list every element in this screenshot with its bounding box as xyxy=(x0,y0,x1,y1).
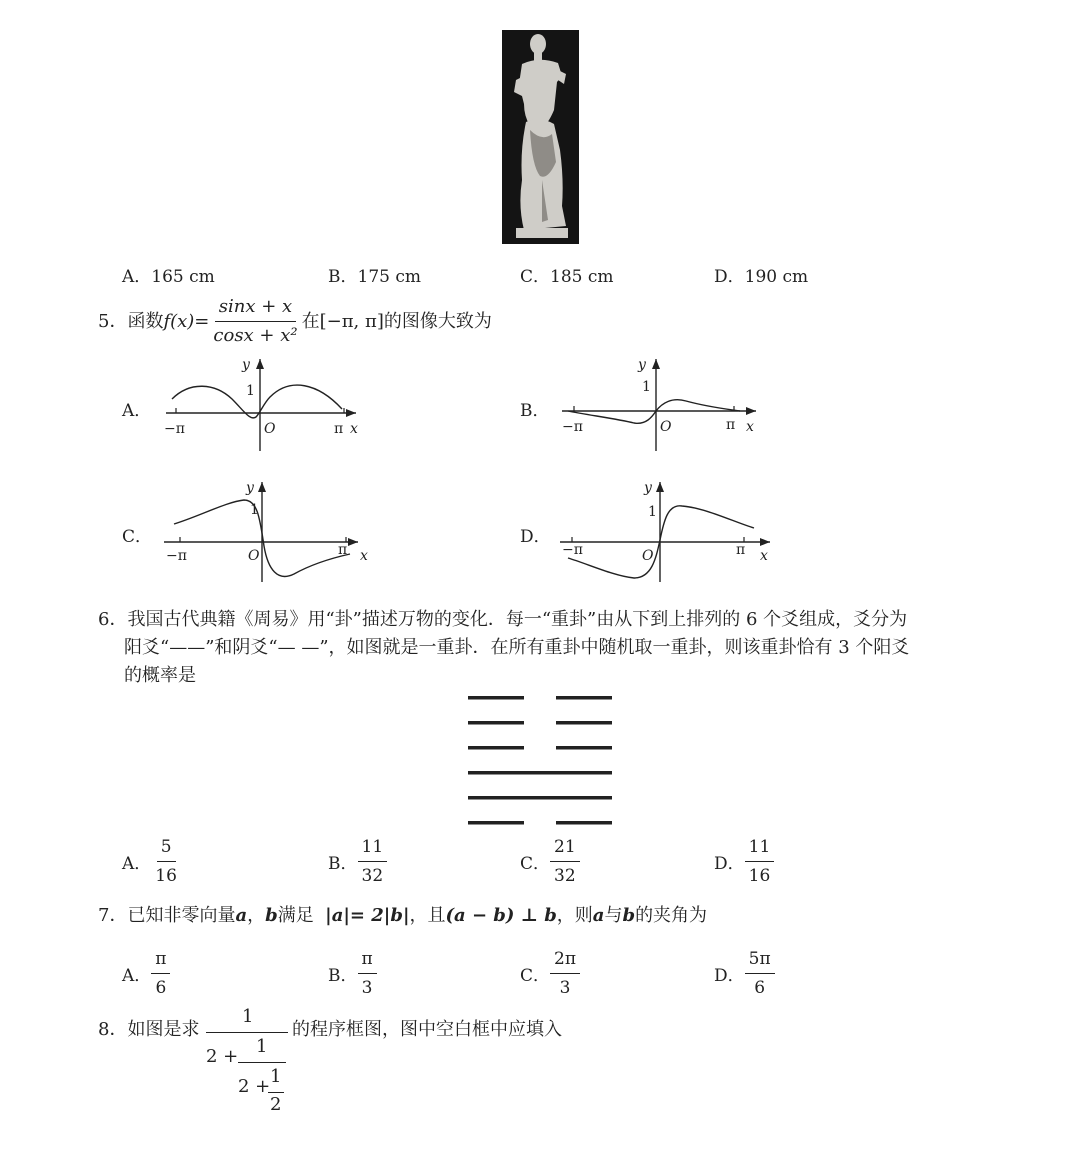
q6-option-b: B． $\frac{11}{32}$ xyxy=(328,836,387,887)
graph-d-origin: O xyxy=(642,548,654,564)
q6-line-2: 阳爻“——”和阴爻“— —”，如图就是一重卦．在所有重卦中随机取一重卦，则该重卦恰有 3 个阳爻 xyxy=(124,637,910,658)
q7-option-d: D． $\frac{5\pi}{6}$ xyxy=(714,948,775,999)
q5-graph-b-letter: B． xyxy=(520,401,550,421)
hexagram-line-6-yin-1 xyxy=(468,821,524,825)
q6-option-c: C． $\frac{21}{32}$ xyxy=(520,836,580,887)
hexagram-line-2-yin-1 xyxy=(468,721,524,725)
graph-d-y-label: y xyxy=(644,480,652,496)
q6-line-1: 6．我国古代典籍《周易》用“卦”描述万物的变化．每一“重卦”由从下到上排列的 6 个爻组成，爻分为 xyxy=(98,609,908,630)
graph-b xyxy=(558,355,768,455)
q7-option-a: A． $\frac{\pi}{6}$ xyxy=(122,948,170,999)
graph-d-one: 1 xyxy=(648,504,657,520)
q4-option-b: B．175 cm xyxy=(328,267,421,287)
q8-continued-fraction: 1 2 + 1 2 + 1 2 xyxy=(204,1006,288,1114)
graph-c-origin: O xyxy=(248,548,260,564)
graph-d-pi: π xyxy=(736,542,746,558)
q7-stem: 7．已知非零向量a，b满足 |a|= 2|b|，且(a − b) ⊥ b，则a与b的夹角为 xyxy=(98,905,708,926)
graph-b-neg-pi: −π xyxy=(562,419,583,435)
q8-suffix: 的程序框图，图中空白框中应填入 xyxy=(292,1019,562,1040)
q6-line-3: 的概率是 xyxy=(124,665,196,686)
hexagram-line-1-yin-2 xyxy=(556,696,612,700)
graph-a-pi: π xyxy=(334,421,344,437)
hexagram-line-4-yang xyxy=(468,771,612,775)
graph-c-x-label: x xyxy=(360,548,368,564)
hexagram-line-2-yin-2 xyxy=(556,721,612,725)
q5-stem: 5． 函数 f(x)= $\frac{\sin x + x}{\text{cosx + x²}}$ 在[−π, π] 的图像大致为 xyxy=(98,296,492,346)
q4-option-d: D．190 cm xyxy=(714,267,809,287)
hexagram-figure xyxy=(468,690,612,826)
graph-b-pi: π xyxy=(726,417,736,433)
graph-a xyxy=(160,355,370,455)
graph-c-one: 1 xyxy=(250,502,259,518)
hexagram-line-3-yin-2 xyxy=(556,746,612,750)
statue-photo xyxy=(502,30,579,244)
q6-option-a: A． $\frac{5}{16}$ xyxy=(122,837,177,886)
graph-a-y-label: y xyxy=(242,357,250,373)
graph-b-x-label: x xyxy=(746,419,754,435)
graph-c-pi: π xyxy=(338,542,348,558)
hexagram-line-6-yin-2 xyxy=(556,821,612,825)
graph-b-origin: O xyxy=(660,419,672,435)
graph-a-origin: O xyxy=(264,421,276,437)
graph-c xyxy=(160,478,370,584)
hexagram-line-5-yang xyxy=(468,796,612,800)
graph-c-neg-pi: −π xyxy=(166,548,187,564)
graph-d xyxy=(558,478,774,584)
q4-option-c: C．185 cm xyxy=(520,267,614,287)
q5-graph-a-letter: A． xyxy=(122,401,152,421)
q8-prefix: 8．如图是求 xyxy=(98,1019,200,1040)
q5-graph-d-letter: D． xyxy=(520,527,551,547)
q4-option-a: A．165 cm xyxy=(122,267,215,287)
graph-b-y-label: y xyxy=(638,357,646,373)
hexagram-line-3-yin-1 xyxy=(468,746,524,750)
graph-d-neg-pi: −π xyxy=(562,542,583,558)
graph-b-one: 1 xyxy=(642,379,651,395)
q5-graph-c-letter: C． xyxy=(122,527,153,547)
graph-a-x-label: x xyxy=(350,421,358,437)
q6-option-d: D． $\frac{11}{16}$ xyxy=(714,836,774,887)
hexagram-line-1-yin-1 xyxy=(468,696,524,700)
graph-a-neg-pi: −π xyxy=(164,421,185,437)
q7-option-c: C． $\frac{2\pi}{3}$ xyxy=(520,948,580,999)
q5-fraction: $\frac{\sin x + x}{\text{cosx + x²}}$ xyxy=(213,296,298,346)
q7-option-b: B． $\frac{\pi}{3}$ xyxy=(328,948,377,999)
graph-a-one: 1 xyxy=(246,383,255,399)
graph-d-x-label: x xyxy=(760,548,768,564)
graph-c-y-label: y xyxy=(246,480,254,496)
